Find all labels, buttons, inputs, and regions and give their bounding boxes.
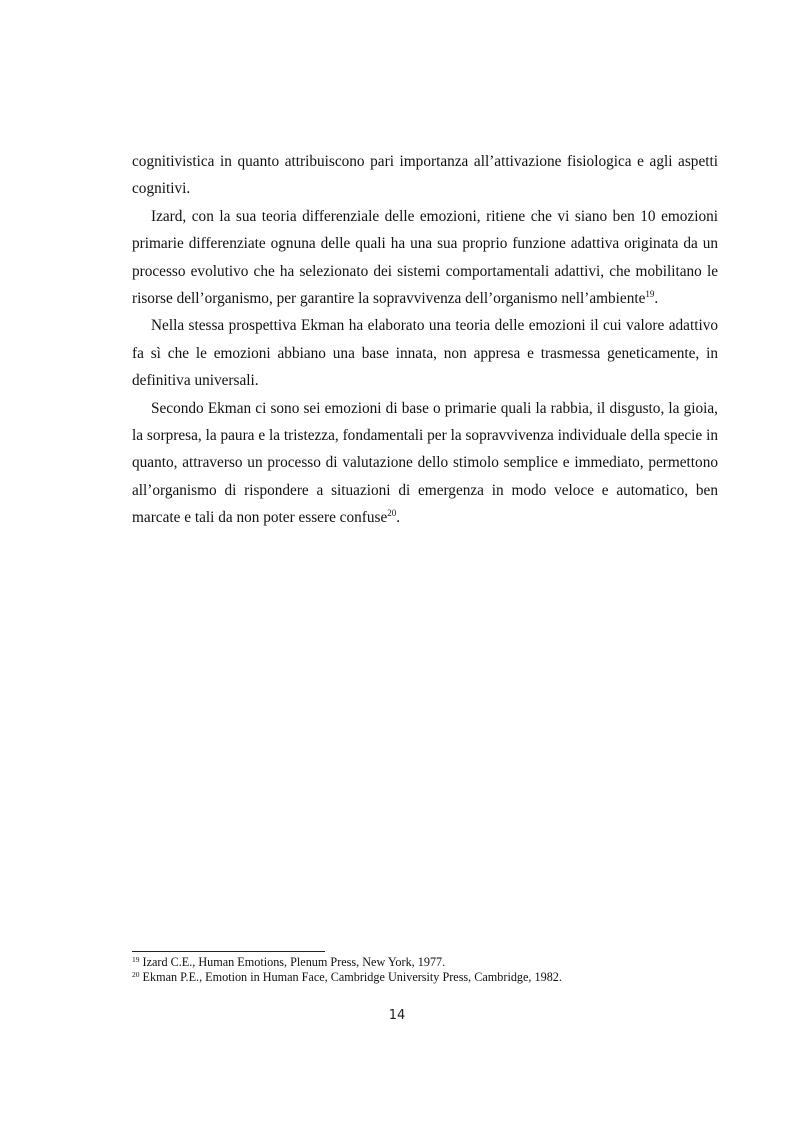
footnote-19: $^{19}$ Izard C.E., Human Emotions, Plenum Press, New York, 1977. (132, 955, 446, 969)
page-number: 14 (388, 1008, 406, 1023)
paragraph-2: Izard, con la sua teoria differenziale delle emozioni, ritiene che vi siano ben 10 emozioni primarie differenziate ognuna delle quali ha una sua proprio funzione adattiva originata da un processo evolutivo che ha selezionato dei sistemi comportamentali adattivi, che mobilitano le risorse dell’organismo, per garantire la sopravvivenza dell’organismo nell’ambiente$^{19}$. (132, 207, 718, 308)
footnotes (132, 955, 732, 985)
footnote-ref-19: 19 (645, 289, 655, 300)
footnote-20: $^{20}$ Ekman P.E., Emotion in Human Face, Cambridge University Press, Cambridge, 1982. (132, 970, 562, 984)
footnote-ref-20: 20 (387, 508, 397, 519)
paragraph-4: Secondo Ekman ci sono sei emozioni di base o primarie quali la rabbia, il disgusto, la gioia, la sorpresa, la paura e la tristezza, fondamentali per la sopravvivenza individuale della specie in quanto, attraverso un processo di valutazione dello stimolo semplice e immediato, permettono all’organismo di rispondere a situazioni di emergenza in modo veloce e automatico, ben marcate e tali da non poter essere confuse$^{20}$. (132, 399, 718, 527)
body-text (132, 148, 718, 532)
paragraph-3: Nella stessa prospettiva Ekman ha elaborato una teoria delle emozioni il cui valore adattivo fa sì che le emozioni abbiano una base innata, non appresa e trasmessa geneticamente, in definitiva universali. (132, 317, 718, 390)
paragraph-1: cognitivistica in quanto attribuiscono pari importanza all’attivazione fisiologica e agli aspetti cognitivi. (132, 153, 718, 198)
footnote-divider (132, 951, 325, 952)
